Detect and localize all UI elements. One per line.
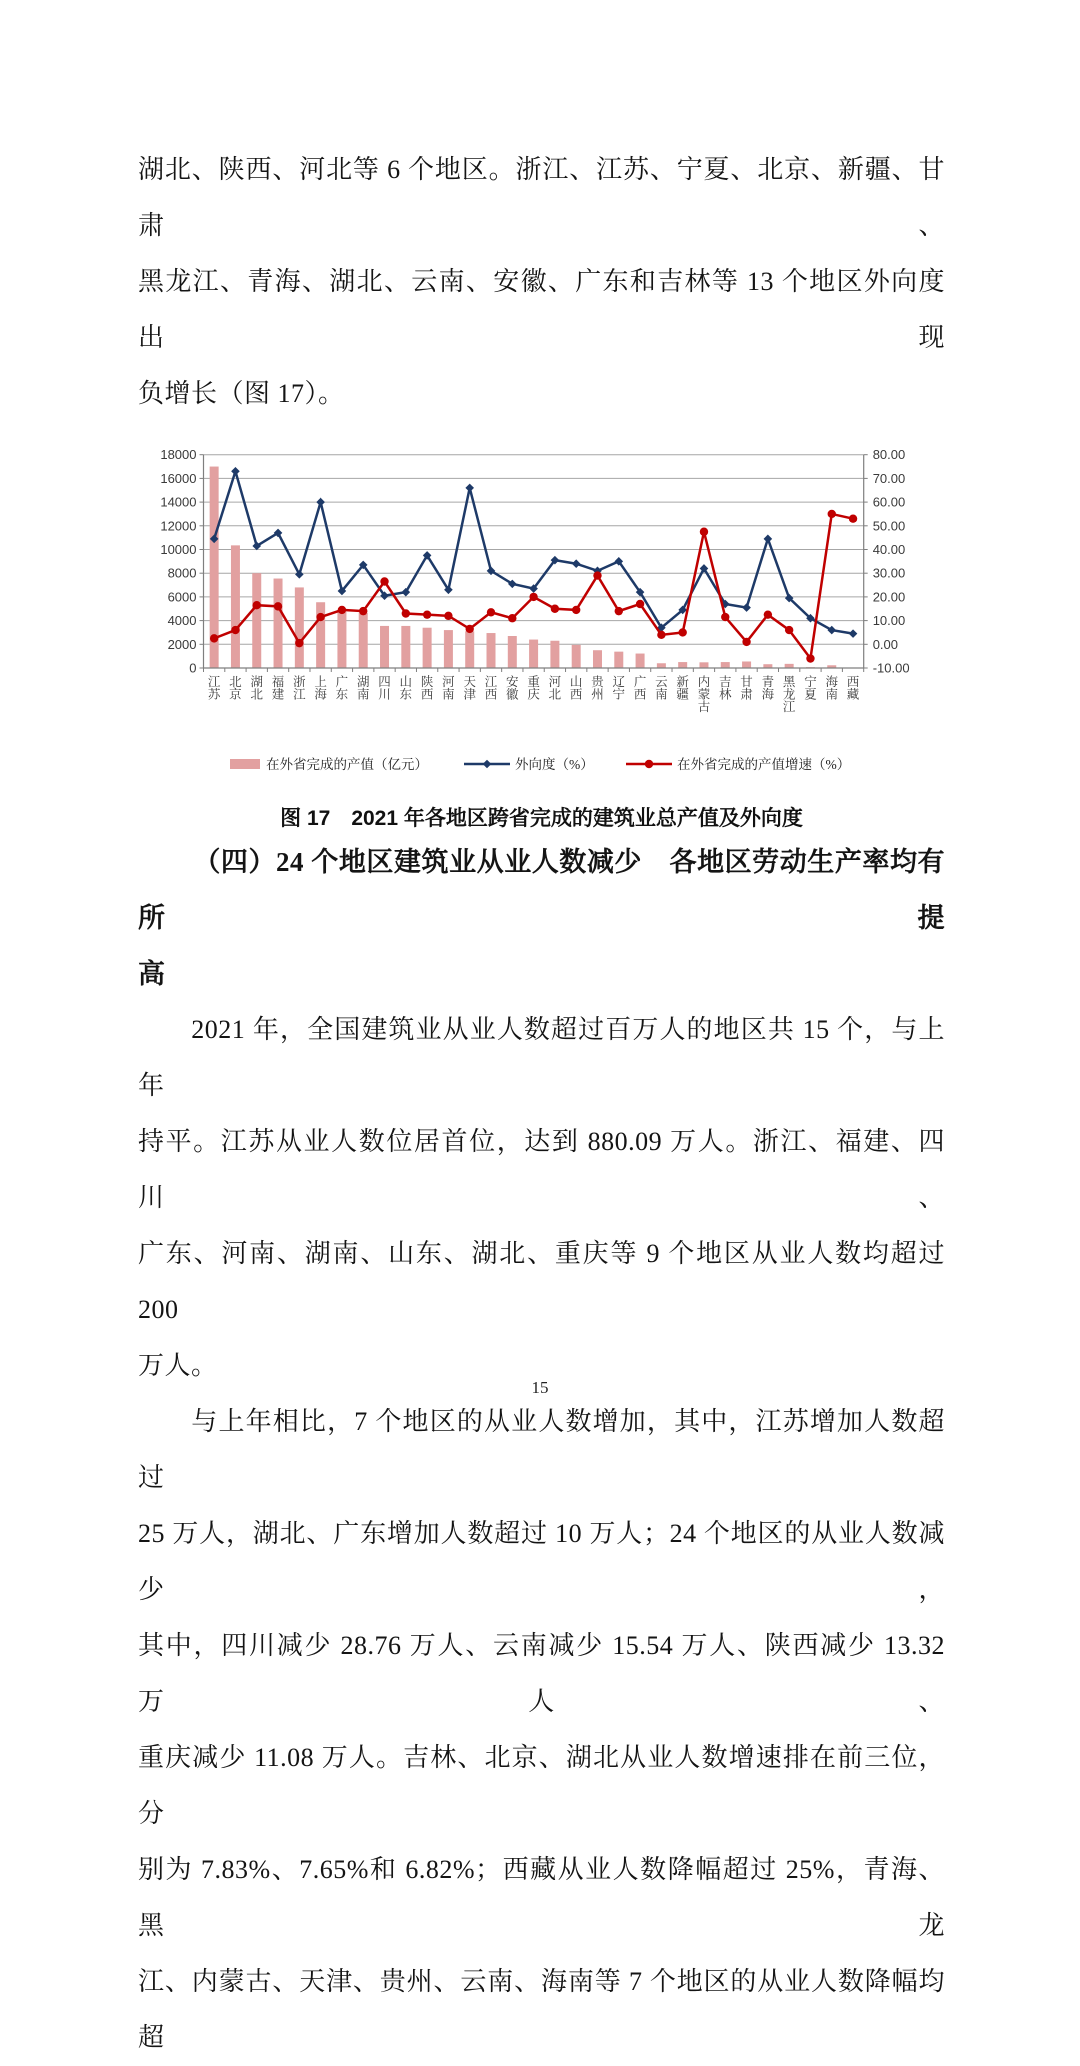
legend-outward-label: 外向度（%） bbox=[515, 756, 594, 772]
right-axis-label: 10.00 bbox=[873, 613, 906, 628]
circle-marker bbox=[338, 606, 346, 614]
bar bbox=[657, 663, 666, 668]
circle-marker bbox=[423, 610, 431, 618]
outward-degree-line bbox=[210, 467, 858, 638]
circle-marker bbox=[828, 510, 836, 518]
x-category-label: 黑龙江 bbox=[783, 675, 796, 714]
bar bbox=[316, 602, 325, 668]
x-category-label: 广西 bbox=[634, 674, 647, 702]
bar bbox=[465, 631, 474, 668]
bar bbox=[423, 628, 432, 668]
diamond-marker bbox=[295, 570, 304, 579]
circle-marker bbox=[849, 514, 857, 522]
right-axis-label: 20.00 bbox=[873, 589, 906, 604]
left-axis-label: 18000 bbox=[160, 447, 196, 462]
figure-17-chart bbox=[140, 444, 945, 794]
x-category-label: 云南 bbox=[655, 675, 668, 702]
circle-marker bbox=[380, 577, 388, 585]
section-heading bbox=[138, 834, 945, 1002]
bar-series bbox=[210, 467, 858, 668]
text-line: （四）24 个地区建筑业从业人数减少 各地区劳动生产率均有所提 bbox=[138, 834, 945, 946]
text-line: 江、内蒙古、天津、贵州、云南、海南等 7 个地区的从业人数降幅均超 bbox=[138, 1954, 945, 2066]
right-axis-label: 0.00 bbox=[873, 637, 898, 652]
diamond-marker bbox=[316, 498, 325, 507]
circle-marker bbox=[359, 607, 367, 615]
bar bbox=[401, 626, 410, 668]
circle-marker bbox=[444, 612, 452, 620]
circle-marker bbox=[593, 571, 601, 579]
legend-bar-swatch bbox=[230, 759, 260, 769]
x-category-label: 辽宁 bbox=[613, 675, 626, 702]
circle-marker bbox=[529, 593, 537, 601]
x-category-label: 安徽 bbox=[506, 674, 519, 702]
bar bbox=[572, 645, 581, 668]
x-category-label: 浙江 bbox=[293, 674, 306, 702]
x-category-label: 河南 bbox=[442, 675, 455, 702]
diamond-marker bbox=[742, 603, 751, 612]
bar bbox=[699, 662, 708, 668]
right-axis-label: -10.00 bbox=[873, 661, 910, 676]
x-category-label: 重庆 bbox=[527, 674, 540, 702]
bar bbox=[593, 650, 602, 668]
x-category-label: 湖北 bbox=[250, 674, 263, 702]
x-category-label: 湖南 bbox=[357, 674, 370, 702]
page-number: 15 bbox=[0, 1378, 1080, 1398]
legend-bar-label: 在外省完成的产值（亿元） bbox=[266, 756, 428, 772]
bar bbox=[487, 633, 496, 668]
x-category-label: 新疆 bbox=[676, 675, 689, 702]
x-category-label: 山东 bbox=[400, 675, 413, 702]
bar bbox=[274, 579, 283, 668]
circle-marker bbox=[572, 606, 580, 614]
chart-legend bbox=[230, 756, 850, 772]
left-axis-label: 12000 bbox=[160, 518, 196, 533]
x-category-labels bbox=[208, 674, 860, 714]
left-axis-label: 10000 bbox=[160, 542, 196, 557]
left-axis-label: 2000 bbox=[168, 637, 197, 652]
x-category-label: 江苏 bbox=[208, 675, 221, 702]
bar bbox=[359, 613, 368, 668]
right-axis-label: 60.00 bbox=[873, 495, 906, 510]
circle-marker bbox=[636, 600, 644, 608]
text-line: 持平。江苏从业人数位居首位，达到 880.09 万人。浙江、福建、四川、 bbox=[138, 1114, 945, 1226]
diamond-marker bbox=[465, 484, 474, 493]
x-category-label: 甘肃 bbox=[740, 674, 753, 702]
bar bbox=[295, 587, 304, 668]
combo-chart bbox=[140, 444, 940, 789]
bar bbox=[636, 654, 645, 668]
line-path bbox=[214, 471, 853, 633]
text-line: 25 万人，湖北、广东增加人数超过 10 万人；24 个地区的从业人数减少， bbox=[138, 1506, 945, 1618]
circle-marker bbox=[295, 639, 303, 647]
diamond-marker bbox=[572, 559, 581, 568]
x-category-label: 江西 bbox=[485, 675, 498, 702]
x-category-label: 宁夏 bbox=[804, 675, 817, 702]
x-category-label: 吉林 bbox=[719, 674, 732, 702]
circle-marker bbox=[764, 610, 772, 618]
x-category-label: 四川 bbox=[378, 675, 391, 702]
changes-paragraph bbox=[138, 1394, 945, 2066]
right-axis-label: 30.00 bbox=[873, 566, 906, 581]
circle-marker bbox=[551, 605, 559, 613]
circle-marker bbox=[253, 601, 261, 609]
x-category-label: 河北 bbox=[549, 675, 562, 702]
bar bbox=[550, 641, 559, 668]
bar bbox=[529, 640, 538, 668]
left-axis-label: 0 bbox=[189, 661, 196, 676]
circle-marker bbox=[508, 614, 516, 622]
circle-marker bbox=[402, 609, 410, 617]
circle-marker bbox=[316, 613, 324, 621]
diamond-marker bbox=[764, 535, 773, 544]
left-axis-label: 8000 bbox=[168, 566, 197, 581]
text-line: 负增长（图 17）。 bbox=[138, 366, 945, 422]
left-axis-label: 16000 bbox=[160, 471, 196, 486]
left-axis-label: 4000 bbox=[168, 613, 197, 628]
circle-marker bbox=[466, 625, 474, 633]
bar bbox=[678, 662, 687, 668]
text-line: 与上年相比，7 个地区的从业人数增加，其中，江苏增加人数超过 bbox=[138, 1394, 945, 1506]
x-category-label: 山西 bbox=[570, 675, 583, 702]
text-line: 高 bbox=[138, 946, 945, 1002]
right-axis-label: 80.00 bbox=[873, 447, 906, 462]
circle-marker bbox=[615, 607, 623, 615]
x-category-label: 福建 bbox=[272, 675, 285, 702]
circle-marker bbox=[806, 654, 814, 662]
left-axis-label: 6000 bbox=[168, 589, 197, 604]
bar bbox=[380, 626, 389, 668]
text-line: 2021 年，全国建筑业从业人数超过百万人的地区共 15 个，与上年 bbox=[138, 1002, 945, 1114]
right-axis-label: 50.00 bbox=[873, 518, 906, 533]
left-axis-label: 14000 bbox=[160, 495, 196, 510]
text-line: 广东、河南、湖南、山东、湖北、重庆等 9 个地区从业人数均超过 200 bbox=[138, 1226, 945, 1338]
intro-paragraph bbox=[138, 142, 945, 422]
circle-marker bbox=[678, 628, 686, 636]
circle-marker bbox=[721, 613, 729, 621]
diamond-marker bbox=[231, 467, 240, 476]
right-axis-label: 70.00 bbox=[873, 471, 906, 486]
text-line: 黑龙江、青海、湖北、云南、安徽、广东和吉林等 13 个地区外向度出现 bbox=[138, 254, 945, 366]
bar bbox=[231, 545, 240, 668]
bar bbox=[614, 652, 623, 668]
x-category-label: 青海 bbox=[762, 674, 775, 702]
text-line: 重庆减少 11.08 万人。吉林、北京、湖北从业人数增速排在前三位，分 bbox=[138, 1730, 945, 1842]
bar bbox=[742, 661, 751, 668]
circle-marker bbox=[657, 631, 665, 639]
bar bbox=[252, 573, 261, 668]
legend-diamond-marker bbox=[483, 760, 492, 769]
bar bbox=[444, 630, 453, 668]
right-axis-label: 40.00 bbox=[873, 542, 906, 557]
circle-marker bbox=[785, 626, 793, 634]
employment-paragraph bbox=[138, 1002, 945, 1394]
circle-marker bbox=[700, 528, 708, 536]
bar bbox=[721, 662, 730, 668]
circle-marker bbox=[210, 634, 218, 642]
legend-circle-marker bbox=[645, 760, 653, 768]
x-category-label: 广东 bbox=[336, 674, 349, 702]
x-category-label: 内蒙古 bbox=[698, 674, 711, 714]
x-category-label: 上海 bbox=[314, 674, 327, 702]
diamond-marker bbox=[849, 629, 858, 638]
circle-marker bbox=[487, 608, 495, 616]
circle-marker bbox=[231, 626, 239, 634]
bar bbox=[508, 636, 517, 668]
text-line: 其中，四川减少 28.76 万人、云南减少 15.54 万人、陕西减少 13.32 万人、 bbox=[138, 1618, 945, 1730]
x-category-label: 西藏 bbox=[847, 675, 860, 702]
circle-marker bbox=[274, 602, 282, 610]
x-category-label: 陕西 bbox=[421, 674, 434, 702]
bar bbox=[337, 612, 346, 668]
x-category-label: 天津 bbox=[463, 675, 476, 702]
legend-growth-label: 在外省完成的产值增速（%） bbox=[677, 756, 850, 772]
x-category-label: 海南 bbox=[825, 675, 838, 702]
figure-caption: 图 17 2021 年各地区跨省完成的建筑业总产值及外向度 bbox=[138, 804, 945, 834]
text-line: 别为 7.83%、7.65%和 6.82%；西藏从业人数降幅超过 25%，青海、黑龙 bbox=[138, 1842, 945, 1954]
text-line: 万人。 bbox=[138, 1338, 945, 1394]
bar bbox=[785, 664, 794, 668]
x-category-label: 北京 bbox=[229, 675, 242, 702]
x-category-label: 贵州 bbox=[591, 674, 605, 702]
text-line: 湖北、陕西、河北等 6 个地区。浙江、江苏、宁夏、北京、新疆、甘肃、 bbox=[138, 142, 945, 254]
circle-marker bbox=[742, 638, 750, 646]
